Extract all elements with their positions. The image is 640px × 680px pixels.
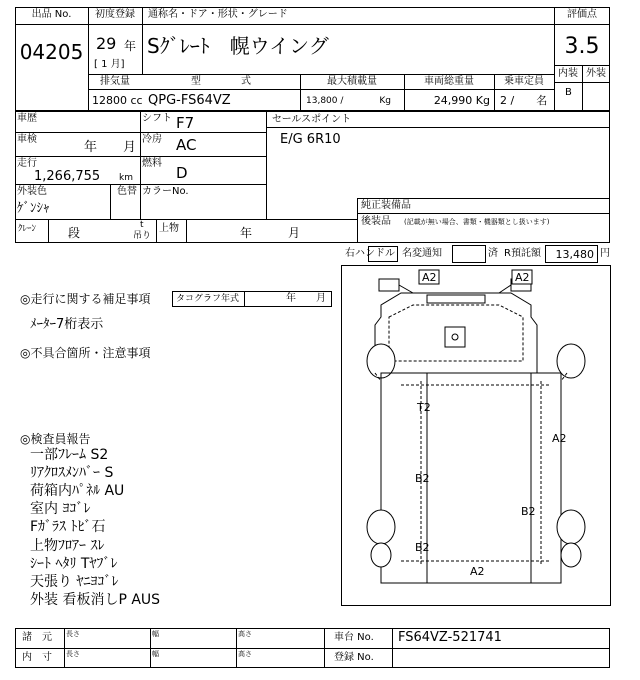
divider: [357, 198, 610, 199]
divider: [392, 628, 393, 668]
shift-label: シフト: [142, 113, 172, 124]
interior-grade-label: 内装: [558, 68, 578, 79]
rating-value: 3.5: [564, 34, 600, 59]
damage-mark: A2: [422, 271, 437, 284]
exterior-grade-label: 外装: [586, 68, 606, 79]
tacho-date: 年 月: [286, 293, 326, 304]
crane-lift: 吊り: [133, 231, 152, 241]
mileage-value: 1,266,755: [34, 169, 101, 184]
divider: [554, 7, 555, 111]
max-load-label: 最大積載量: [327, 76, 377, 87]
sales-point-label: セールスポイント: [272, 114, 352, 125]
divider: [88, 89, 554, 90]
first-reg-year: 29: [96, 34, 117, 53]
mileage-label: 走行: [17, 158, 37, 169]
divider: [324, 628, 325, 668]
damage-mark: B2: [415, 541, 430, 554]
gross-weight: 24,990 Kg: [433, 94, 490, 107]
rhd-label: 右ハンドル: [345, 248, 395, 259]
interior-grade: B: [565, 87, 572, 98]
length-label: 長さ: [66, 650, 80, 658]
vehicle-grade: Sｸﾞﾚｰﾄ 幌ウイング: [147, 34, 329, 58]
inspector-line: 一部ﾌﾚｰﾑ S2: [30, 447, 109, 463]
damage-mark: B2: [415, 472, 430, 485]
inspector-line: 荷箱内ﾊﾟﾈﾙ AU: [30, 483, 125, 499]
rating-label: 評価点: [567, 9, 597, 20]
divider: [142, 7, 143, 74]
genuine-equipment-label: 純正装備品: [361, 200, 411, 211]
cab-windshield: [427, 295, 485, 303]
truck-diagram: [341, 265, 611, 606]
divider: [357, 198, 358, 243]
damage-mark: A2: [515, 271, 530, 284]
aftermarket-note: (記載が無い場合、書類・機器類とし扱います): [404, 218, 550, 226]
yen-label: 円: [600, 248, 610, 259]
aftermarket-label: 後装品: [361, 216, 391, 227]
crane-tons: t: [140, 220, 144, 230]
first-reg-month: [ 1 月]: [94, 59, 125, 70]
deck-label: 上物: [159, 223, 179, 234]
width-label: 幅: [152, 630, 159, 638]
first-reg-year-unit: 年: [124, 39, 137, 53]
recycle-status: 済: [488, 248, 498, 259]
divider: [48, 219, 49, 243]
fuel-label: 燃料: [142, 158, 162, 169]
damage-mark: A2: [470, 565, 485, 578]
chassis-label: 車台 No.: [334, 632, 374, 643]
dims-label: 諸 元: [22, 632, 52, 643]
height-label: 高さ: [238, 630, 252, 638]
divider: [186, 219, 187, 243]
crane-label: ｸﾚｰﾝ: [18, 224, 37, 234]
aircon-value: AC: [176, 136, 197, 154]
length-label: 長さ: [66, 630, 80, 638]
grade-label: 通称名・ドア・形状・グレード: [148, 9, 288, 20]
registration-label: 登録 No.: [334, 652, 374, 663]
model-code: QPG-FS64VZ: [148, 93, 231, 108]
shift-value: F7: [176, 114, 195, 132]
divider: [140, 111, 141, 219]
capacity-label: 乗車定員: [504, 76, 544, 87]
lot-number: 04205: [19, 40, 84, 64]
name-change-label: 名変通知: [402, 248, 442, 259]
height-label: 高さ: [238, 650, 252, 658]
inspection-label: 車検: [17, 134, 37, 145]
gross-weight-label: 車両総重量: [424, 76, 474, 87]
tacho-label: タコグラフ年式: [176, 294, 240, 304]
fuel-value: D: [176, 164, 188, 182]
driving-note: ﾒｰﾀｰ7桁表示: [30, 317, 104, 332]
inspector-line: 上物ﾌﾛｱｰ ｽﾚ: [30, 538, 105, 554]
inspector-line: 室内 ﾖｺﾞﾚ: [30, 501, 91, 517]
divider: [357, 213, 610, 214]
damage-mark: A2: [552, 432, 567, 445]
defect-title: ◎不具合箇所・注意事項: [20, 346, 151, 360]
ext-color-label: 外装色: [17, 186, 47, 197]
divider: [88, 24, 554, 25]
divider: [244, 291, 245, 307]
inspector-line: ｼｰﾄ ﾍﾀﾘ Tﾔﾌﾞﾚ: [30, 556, 118, 572]
rear-right-wheel-2: [561, 543, 581, 567]
chassis-number: FS64VZ-521741: [398, 630, 502, 645]
inspector-report-title: ◎検査員報告: [20, 432, 91, 446]
deck-date: 年 月: [240, 226, 301, 240]
divider: [15, 648, 610, 649]
divider: [156, 219, 157, 243]
inspector-line: 天張り ﾔﾆﾖｺﾞﾚ: [30, 574, 119, 590]
ext-color-value: ｹﾞﾝｼｬ: [17, 201, 50, 216]
mileage-unit: km: [119, 173, 133, 183]
interior-dims-label: 内 寸: [22, 652, 52, 663]
crane-stage: 段: [68, 226, 81, 240]
damage-mark: B2: [521, 505, 536, 518]
inspection-value: 年 月: [84, 140, 137, 155]
driving-notes-title: ◎走行に関する補足事項: [20, 292, 151, 306]
divider: [15, 24, 88, 25]
divider: [266, 127, 610, 128]
divider: [150, 628, 151, 668]
inspector-line: ﾘｱｸﾛｽﾒﾝﾊﾞｰ S: [30, 465, 114, 481]
divider: [15, 184, 266, 185]
color-code-label: カラーNo.: [142, 186, 189, 197]
model-label: 型 式: [191, 76, 251, 87]
first-reg-label: 初度登録: [95, 9, 135, 20]
divider: [15, 156, 266, 157]
name-change-box: [452, 245, 486, 263]
inspector-line: 外装 看板消しP AUS: [30, 592, 161, 608]
left-mirror: [379, 279, 399, 291]
recycle-label: R預託額: [504, 248, 541, 259]
color-change-label: 色替: [117, 186, 137, 197]
inspector-line: Fｶﾞﾗｽ ﾄﾋﾞ石: [30, 519, 106, 535]
aircon-label: 冷房: [142, 134, 162, 145]
sales-point-value: E/G 6R10: [280, 132, 341, 147]
divider: [88, 74, 554, 75]
width-label: 幅: [152, 650, 159, 658]
divider: [15, 132, 266, 133]
rear-left-wheel-2: [371, 543, 391, 567]
recycle-amount: 13,480: [555, 248, 594, 261]
displacement: 12800 cc: [92, 94, 143, 107]
rear-left-wheel-1: [367, 510, 395, 544]
divider: [554, 24, 610, 25]
divider: [110, 184, 111, 219]
cargo-box: [381, 373, 561, 583]
divider: [236, 628, 237, 668]
history-label: 車歴: [17, 113, 37, 124]
rear-right-wheel-1: [557, 510, 585, 544]
max-load: 13,800 / Kg: [306, 96, 391, 106]
divider: [64, 628, 65, 668]
displacement-label: 排気量: [100, 76, 130, 87]
damage-mark: T2: [417, 401, 431, 414]
lot-label: 出品 No.: [31, 9, 72, 20]
capacity: 2 / 名: [500, 94, 548, 107]
